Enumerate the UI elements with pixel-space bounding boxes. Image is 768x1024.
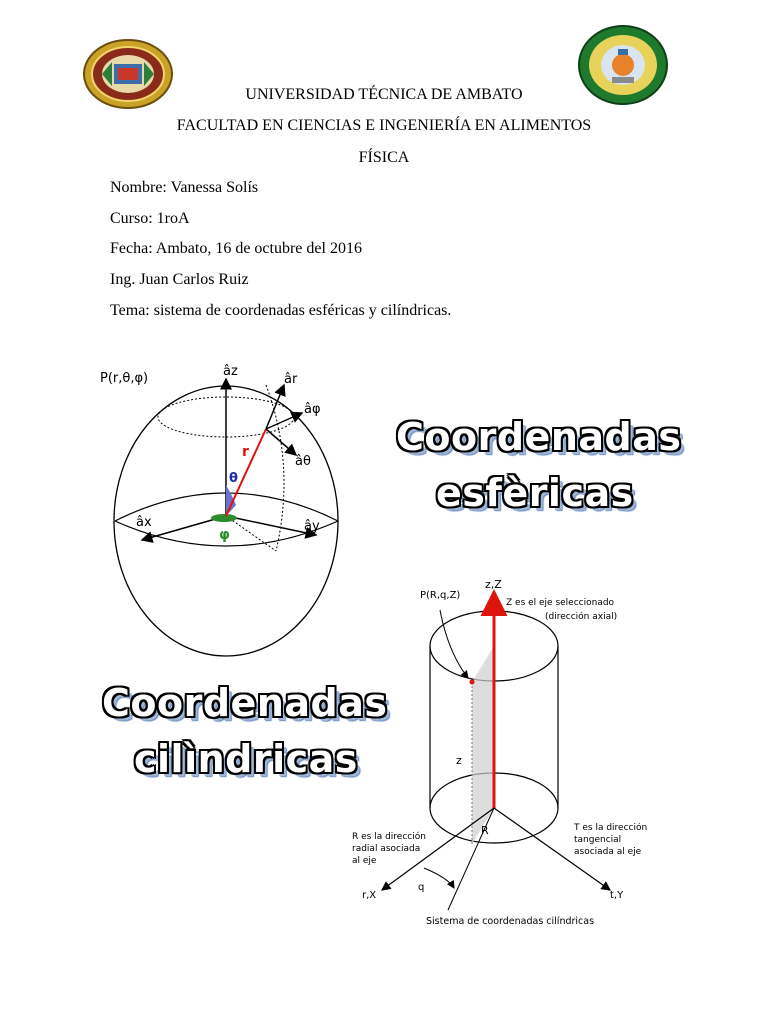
r-label: r [242, 444, 249, 460]
ty-label: t,Y [610, 890, 624, 901]
phi-angle-mark [211, 514, 237, 522]
cylindrical-title-line1: Coordenadas [102, 681, 388, 725]
course: Curso: 1roA [110, 210, 190, 227]
ax-label: âx [136, 515, 152, 530]
date: Fecha: Ambato, 16 de octubre del 2016 [110, 240, 362, 257]
cylindrical-coordinates-diagram [330, 572, 660, 932]
spherical-title-line2: esfèricas [436, 471, 634, 515]
r-desc-line1: R es la dirección [352, 832, 426, 842]
student-name: Nombre: Vanessa Solís [110, 179, 259, 196]
ar-label: âr [284, 372, 298, 387]
university-name: UNIVERSIDAD TÉCNICA DE AMBATO [245, 86, 523, 103]
subject-name: FÍSICA [358, 149, 410, 166]
cylinder-bottom-front [430, 808, 558, 843]
theta-label: θ [229, 471, 238, 486]
z-desc-line2: (dirección axial) [545, 612, 618, 622]
az-label: âz [223, 364, 238, 379]
spherical-coordinates-diagram [90, 355, 360, 660]
diagram-caption: Sistema de coordenadas cilíndricas [426, 916, 595, 927]
q-label: q [418, 882, 425, 893]
faculty-name: FACULTAD EN CIENCIAS E INGENIERÍA EN ALIMENTOS [176, 117, 592, 134]
teacher: Ing. Juan Carlos Ruiz [110, 271, 249, 288]
R-label: R [481, 824, 489, 837]
ay-label: ây [304, 519, 320, 534]
point-P [470, 680, 475, 685]
z-axis-label: z,Z [485, 578, 502, 591]
point-label: P(R,q,Z) [420, 590, 461, 601]
r-desc-line2: radial asociada [352, 844, 421, 854]
topic: Tema: sistema de coordenadas esféricas y cilíndricas. [110, 302, 452, 319]
t-desc-line3: asociada al eje [574, 847, 642, 857]
point-label: P(r,θ,φ) [100, 371, 149, 386]
rx-label: r,X [362, 890, 377, 901]
atheta-label: âθ [295, 454, 311, 469]
t-desc-line2: tangencial [574, 835, 622, 845]
phi-label: φ [219, 527, 230, 543]
spherical-title-line1: Coordenadas [396, 415, 682, 459]
aphi-label: âφ [304, 402, 321, 417]
atheta-vector [266, 429, 296, 455]
r-desc-line3: al eje [352, 856, 377, 866]
z-label: z [456, 754, 462, 767]
angle-q-arc [424, 868, 454, 888]
t-desc-line1: T es la dirección [574, 823, 648, 833]
cylindrical-title-line2: cilìndricas [134, 737, 358, 781]
z-desc-line1: Z es el eje seleccionado [506, 598, 615, 608]
